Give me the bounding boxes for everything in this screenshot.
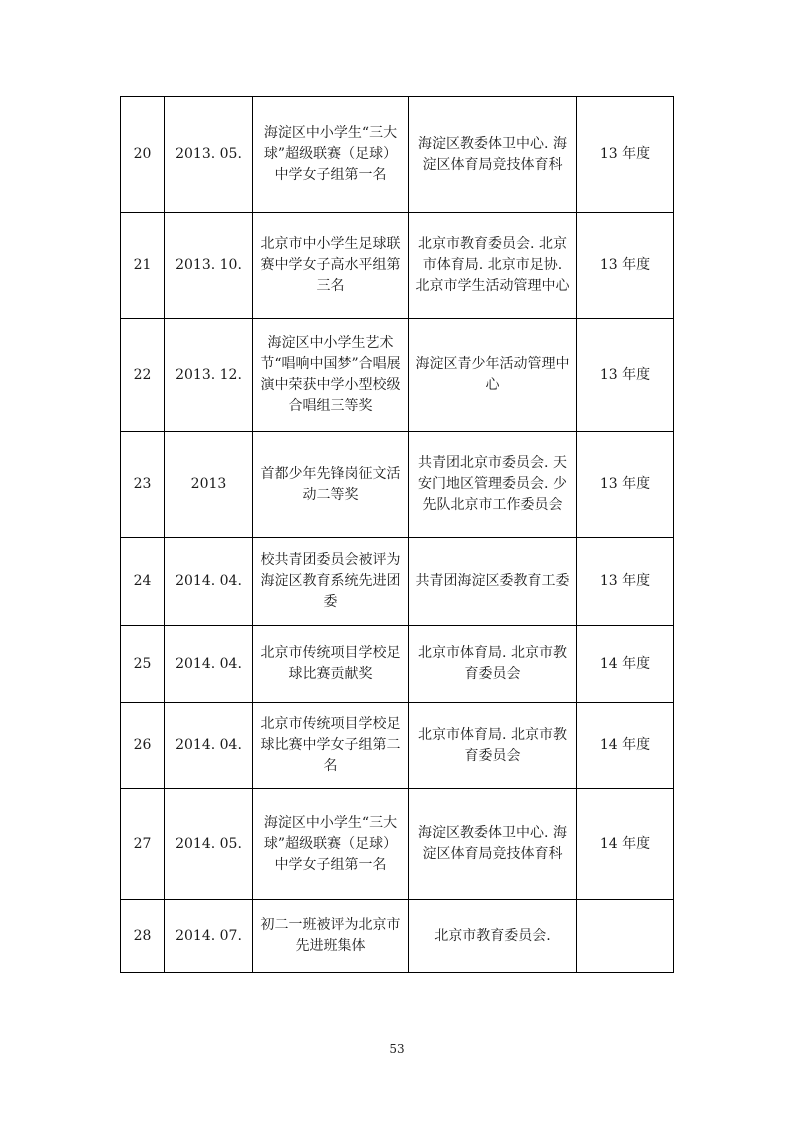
table-row bbox=[121, 538, 674, 626]
issuing-organization: 共青团北京市委员会. 天安门地区管理委员会. 少先队北京市工作委员会 bbox=[409, 432, 577, 538]
award-date: 2014. 04. bbox=[165, 703, 253, 789]
row-number: 25 bbox=[121, 626, 165, 703]
award-date: 2013. 10. bbox=[165, 213, 253, 319]
issuing-organization: 北京市教育委员会. 北京市体育局. 北京市足协. 北京市学生活动管理中心 bbox=[409, 213, 577, 319]
table-row bbox=[121, 432, 674, 538]
award-year: 13 年度 bbox=[577, 538, 674, 626]
award-name: 海淀区中小学生“三大球”超级联赛（足球）中学女子组第一名 bbox=[253, 789, 409, 900]
table-row bbox=[121, 319, 674, 432]
table-row bbox=[121, 213, 674, 319]
award-name: 北京市传统项目学校足球比赛中学女子组第二名 bbox=[253, 703, 409, 789]
table-row bbox=[121, 97, 674, 213]
award-year: 14 年度 bbox=[577, 703, 674, 789]
row-number: 20 bbox=[121, 97, 165, 213]
issuing-organization: 共青团海淀区委教育工委 bbox=[409, 538, 577, 626]
award-name: 校共青团委员会被评为海淀区教育系统先进团委 bbox=[253, 538, 409, 626]
award-year: 13 年度 bbox=[577, 213, 674, 319]
award-date: 2014. 05. bbox=[165, 789, 253, 900]
award-name: 初二一班被评为北京市先进班集体 bbox=[253, 900, 409, 973]
issuing-organization: 北京市体育局. 北京市教育委员会 bbox=[409, 626, 577, 703]
award-date: 2014. 07. bbox=[165, 900, 253, 973]
table-row bbox=[121, 626, 674, 703]
award-date: 2014. 04. bbox=[165, 626, 253, 703]
issuing-organization: 北京市体育局. 北京市教育委员会 bbox=[409, 703, 577, 789]
issuing-organization: 海淀区青少年活动管理中心 bbox=[409, 319, 577, 432]
table-row bbox=[121, 789, 674, 900]
issuing-organization: 海淀区教委体卫中心. 海淀区体育局竞技体育科 bbox=[409, 789, 577, 900]
award-date: 2014. 04. bbox=[165, 538, 253, 626]
row-number: 28 bbox=[121, 900, 165, 973]
page-number: 53 bbox=[389, 1042, 405, 1056]
award-year: 14 年度 bbox=[577, 789, 674, 900]
award-name: 北京市中小学生足球联赛中学女子高水平组第三名 bbox=[253, 213, 409, 319]
award-name: 首都少年先锋岗征文活动二等奖 bbox=[253, 432, 409, 538]
award-date: 2013. 12. bbox=[165, 319, 253, 432]
issuing-organization: 海淀区教委体卫中心. 海淀区体育局竞技体育科 bbox=[409, 97, 577, 213]
row-number: 24 bbox=[121, 538, 165, 626]
row-number: 27 bbox=[121, 789, 165, 900]
award-year: 13 年度 bbox=[577, 319, 674, 432]
award-year: 14 年度 bbox=[577, 626, 674, 703]
issuing-organization: 北京市教育委员会. bbox=[409, 900, 577, 973]
row-number: 26 bbox=[121, 703, 165, 789]
award-name: 海淀区中小学生艺术节“唱响中国梦”合唱展演中荣获中学小型校级合唱组三等奖 bbox=[253, 319, 409, 432]
award-date: 2013 bbox=[165, 432, 253, 538]
award-name: 北京市传统项目学校足球比赛贡献奖 bbox=[253, 626, 409, 703]
award-year: 13 年度 bbox=[577, 432, 674, 538]
award-year bbox=[577, 900, 674, 973]
row-number: 21 bbox=[121, 213, 165, 319]
table-row bbox=[121, 900, 674, 973]
row-number: 23 bbox=[121, 432, 165, 538]
award-year: 13 年度 bbox=[577, 97, 674, 213]
award-name: 海淀区中小学生“三大球”超级联赛（足球）中学女子组第一名 bbox=[253, 97, 409, 213]
table-row bbox=[121, 703, 674, 789]
award-date: 2013. 05. bbox=[165, 97, 253, 213]
awards-table bbox=[120, 96, 674, 973]
row-number: 22 bbox=[121, 319, 165, 432]
